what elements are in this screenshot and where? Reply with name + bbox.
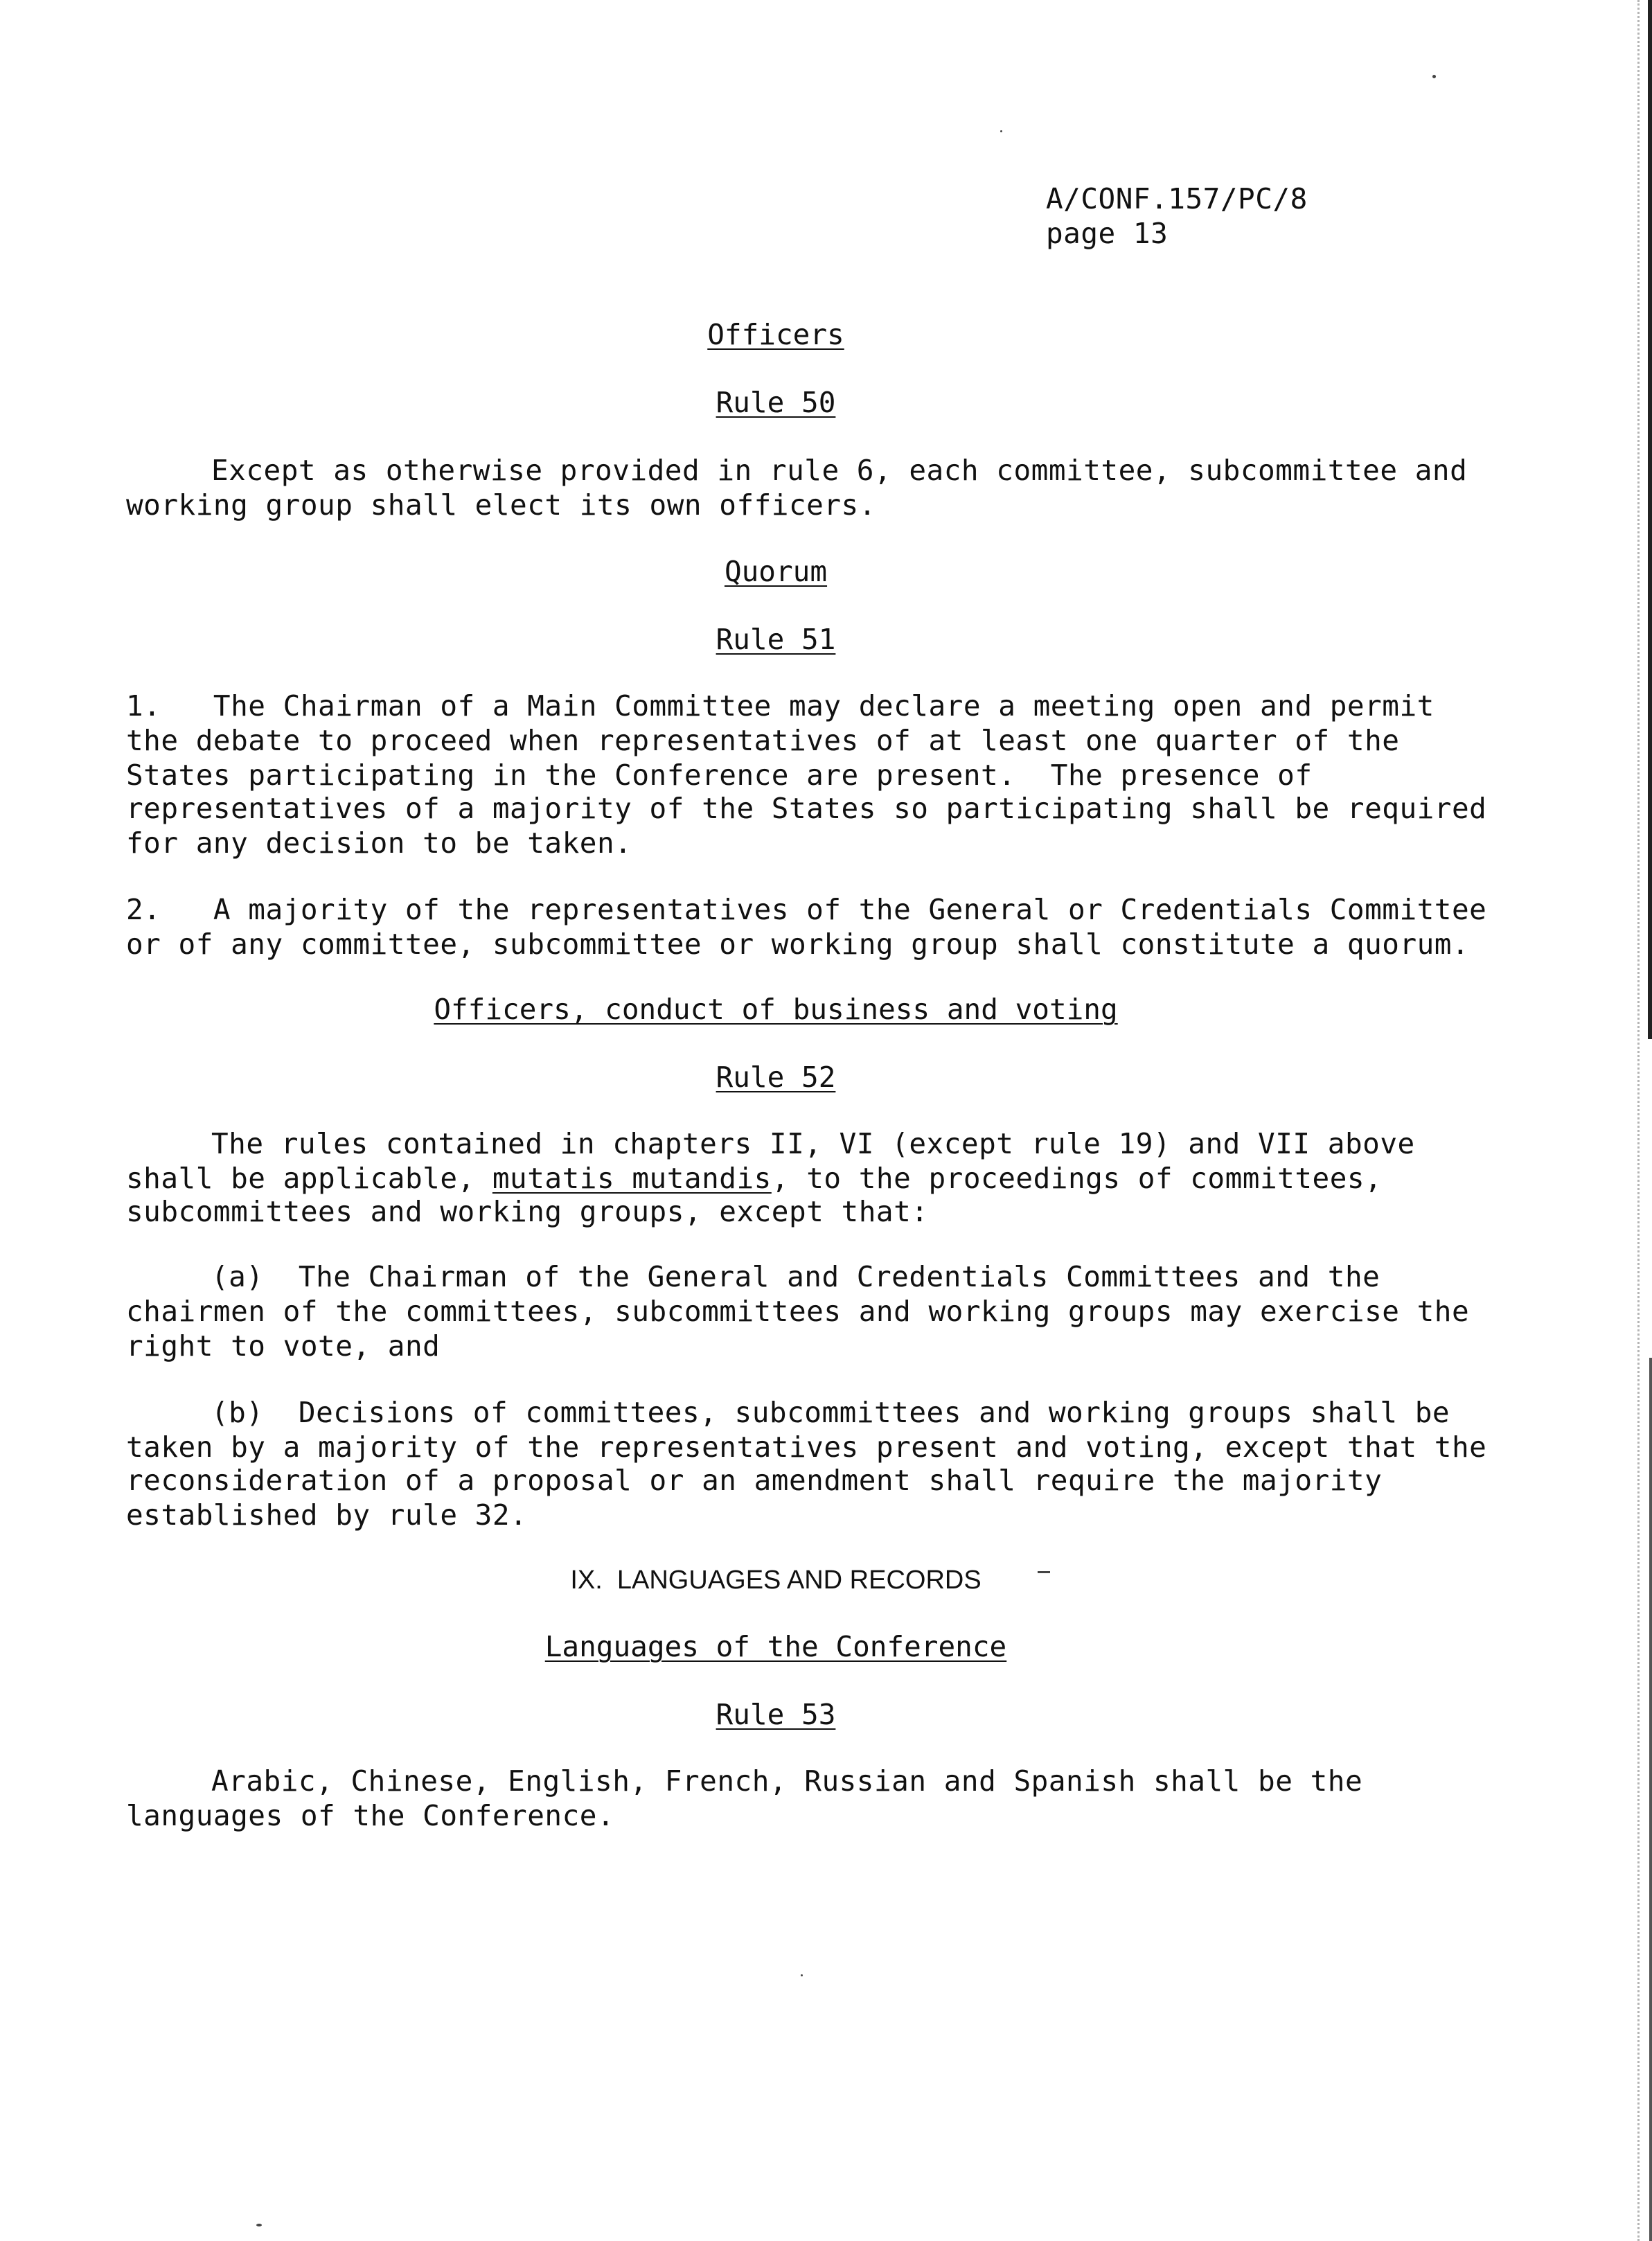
- rule-52-a-line: (a) The Chairman of the General and Credentials Committees and the: [211, 1260, 1380, 1293]
- rule-51-p2-line: 2. A majority of the representatives of the General or Credentials Committee: [126, 893, 1487, 926]
- chapter-heading: IX. LANGUAGES AND RECORDS: [570, 1566, 982, 1595]
- scan-edge-shadow: [1649, 1358, 1652, 2241]
- rule-52-b-line: taken by a majority of the representatives present and voting, except that the: [126, 1430, 1487, 1464]
- rule-53-text-line: languages of the Conference.: [126, 1799, 615, 1832]
- rule-50-heading: Rule 50: [716, 386, 836, 419]
- rule-51-p1-line: States participating in the Conference are present. The presence of: [126, 759, 1313, 792]
- rule-51-p1-line: 1. The Chairman of a Main Committee may declare a meeting open and permit: [126, 689, 1435, 723]
- rule-50-text-line: Except as otherwise provided in rule 6, each committee, subcommittee and: [211, 454, 1468, 487]
- rule-52-intro-text: , to the proceedings of committees,: [771, 1162, 1383, 1195]
- rule-52-heading: Rule 52: [716, 1061, 836, 1094]
- rule-51-p1-line: for any decision to be taken.: [126, 826, 632, 860]
- mutatis-mutandis-term: mutatis mutandis: [492, 1162, 772, 1195]
- rule-51-p1-line: the debate to proceed when representatives of at least one quarter of the: [126, 724, 1400, 757]
- languages-heading: Languages of the Conference: [544, 1630, 1007, 1663]
- rule-51-p2-line: or of any committee, subcommittee or working group shall constitute a quorum.: [126, 928, 1470, 961]
- scan-edge-shadow: [1648, 0, 1652, 1039]
- rule-52-b-line: (b) Decisions of committees, subcommittees and working groups shall be: [211, 1396, 1450, 1429]
- rule-52-intro-text: shall be applicable,: [126, 1162, 492, 1195]
- scan-speck: [256, 2224, 262, 2226]
- conduct-heading: Officers, conduct of business and voting: [434, 993, 1118, 1026]
- scan-speck: [1038, 1571, 1050, 1573]
- rule-52-b-line: reconsideration of a proposal or an amendment shall require the majority: [126, 1464, 1383, 1497]
- scan-speck: [1000, 130, 1002, 132]
- scan-edge-noise: [1617, 0, 1640, 2241]
- rule-51-p1-line: representatives of a majority of the States so participating shall be required: [126, 792, 1487, 825]
- rule-52-intro-line: The rules contained in chapters II, VI (except rule 19) and VII above: [211, 1127, 1415, 1160]
- rule-53-text-line: Arabic, Chinese, English, French, Russian and Spanish shall be the: [211, 1764, 1363, 1798]
- rule-53-heading: Rule 53: [716, 1698, 836, 1731]
- officers-heading: Officers: [707, 318, 844, 351]
- rule-52-intro-line: [126, 1161, 1382, 1196]
- scan-speck: [1432, 75, 1436, 78]
- quorum-heading: Quorum: [724, 555, 828, 588]
- rule-52-intro-line: subcommittees and working groups, except that:: [126, 1195, 929, 1228]
- page-number: page 13: [1046, 217, 1169, 250]
- rule-50-text-line: working group shall elect its own officers.: [126, 488, 876, 522]
- rule-51-heading: Rule 51: [716, 623, 836, 656]
- rule-52-b-line: established by rule 32.: [126, 1498, 528, 1532]
- rule-52-a-line: right to vote, and: [126, 1329, 441, 1363]
- rule-52-a-line: chairmen of the committees, subcommittees and working groups may exercise the: [126, 1295, 1470, 1328]
- document-symbol: A/CONF.157/PC/8: [1046, 182, 1308, 215]
- scan-speck: [801, 1974, 803, 1976]
